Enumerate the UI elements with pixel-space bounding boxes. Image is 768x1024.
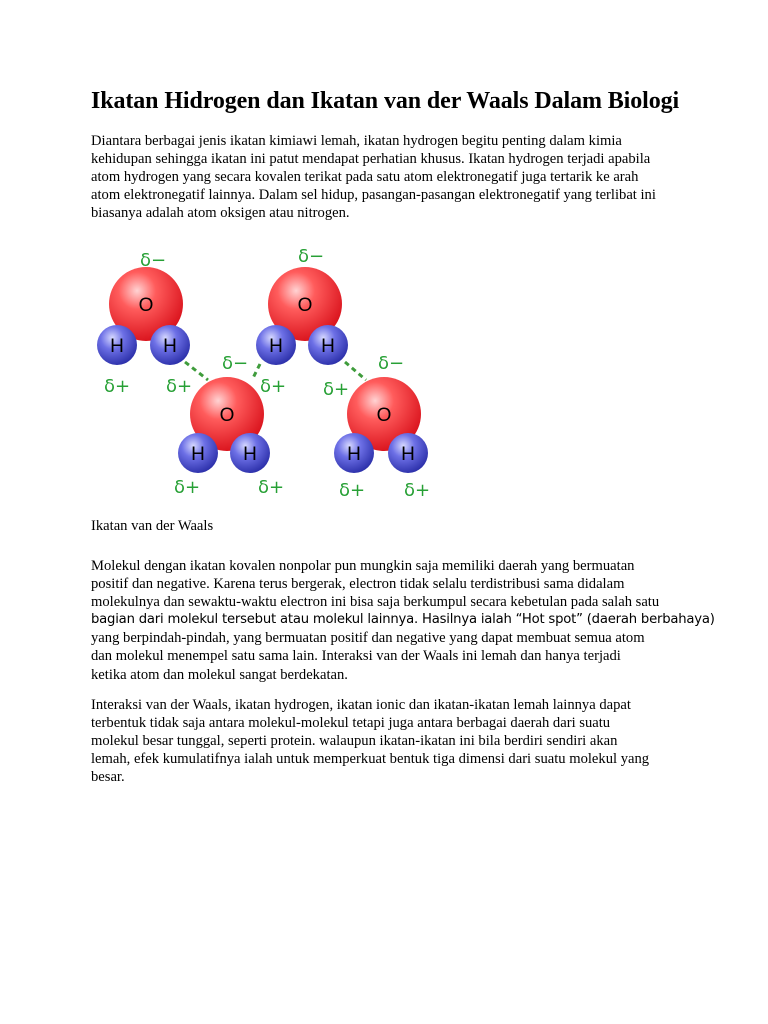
- atom-label-o: O: [219, 405, 235, 426]
- text-line: atom hydrogen yang secara kovalen terikat pada satu atom elektronegatif juga tertarik ke arah: [91, 169, 639, 186]
- text-line: kehidupan sehingga ikatan ini patut mendapat perhatian khusus. Ikatan hydrogen terjadi apabila: [91, 151, 651, 168]
- text-line: Molekul dengan ikatan kovalen nonpolar pun mungkin saja memiliki daerah yang bermuatan: [91, 558, 635, 574]
- text-line: yang berpindah-pindah, yang bermuatan positif dan negative yang dapat membuat semua atom: [91, 630, 645, 647]
- text-line: positif dan negative. Karena terus bergerak, electron tidak selalu terdistribusi sama didalam: [91, 576, 625, 593]
- partial-charge-positive: δ+: [323, 379, 350, 400]
- partial-charge-positive: δ+: [166, 376, 193, 397]
- text-line: besar.: [91, 769, 125, 786]
- text-line: terbentuk tidak saja antara molekul-molekul tetapi juga antara berbagai daerah dari suatu: [91, 715, 611, 732]
- atom-label-h: H: [110, 336, 124, 357]
- text-line: lemah, efek kumulatifnya ialah untuk memperkuat bentuk tiga dimensi dari suatu molekul yang: [91, 751, 650, 768]
- hydrogen-bond-2: [252, 364, 260, 380]
- hydrogen-bond-diagram: [90, 238, 450, 504]
- atom-label-h: H: [191, 444, 205, 465]
- partial-charge-negative: δ−: [378, 353, 405, 374]
- partial-charge-positive: δ+: [339, 480, 366, 501]
- partial-charge-positive: δ+: [404, 480, 431, 501]
- partial-charge-positive: δ+: [174, 477, 201, 498]
- text-line: ketika atom dan molekul sangat berdekatan.: [91, 666, 348, 683]
- partial-charge-positive: δ+: [104, 376, 131, 397]
- partial-charge-positive: δ+: [258, 477, 285, 498]
- atom-label-h: H: [347, 444, 361, 465]
- text-line: atom elektronegatif lainnya. Dalam sel hidup, pasangan-pasangan elektronegatif yang terlibat ini: [91, 187, 656, 204]
- text-line: molekul besar tunggal, seperti protein. walaupun ikatan-ikatan ini bila berdiri sendiri akan: [91, 733, 618, 750]
- section-heading: Ikatan van der Waals: [91, 518, 214, 534]
- van-der-waals-paragraph: [91, 557, 715, 684]
- partial-charge-negative: δ−: [140, 250, 167, 271]
- interaction-paragraph: [91, 696, 691, 786]
- text-line: Diantara berbagai jenis ikatan kimiawi lemah, ikatan hydrogen begitu penting dalam kimia: [91, 133, 622, 149]
- text-line: bagian dari molekul tersebut atau molekul lainnya. Hasilnya ialah “Hot spot” (daerah berbahaya): [91, 612, 715, 628]
- atom-label-h: H: [163, 336, 177, 357]
- atom-label-h: H: [321, 336, 335, 357]
- atom-label-o: O: [376, 405, 392, 426]
- partial-charge-negative: δ−: [222, 353, 249, 374]
- text-line: biasanya adalah atom oksigen atau nitrogen.: [91, 205, 350, 222]
- hydrogen-bond-3: [345, 362, 366, 380]
- atom-label-o: O: [297, 295, 313, 316]
- text-line: molekulnya dan sewaktu-waktu electron ini bisa saja berkumpul secara kebetulan pada salah satu: [91, 594, 660, 611]
- intro-paragraph: [91, 132, 691, 222]
- partial-charge-negative: δ−: [298, 246, 325, 267]
- atom-label-h: H: [243, 444, 257, 465]
- atom-label-o: O: [138, 295, 154, 316]
- text-line: dan molekul menempel satu sama lain. Interaksi van der Waals ini lemah dan hanya terjadi: [91, 648, 621, 665]
- page-title: Ikatan Hidrogen dan Ikatan van der Waals Dalam Biologi: [91, 88, 680, 114]
- partial-charge-positive: δ+: [260, 376, 287, 397]
- atom-label-h: H: [401, 444, 415, 465]
- text-line: Interaksi van der Waals, ikatan hydrogen, ikatan ionic dan ikatan-ikatan lemah lainnya dapat: [91, 697, 631, 713]
- atom-label-h: H: [269, 336, 283, 357]
